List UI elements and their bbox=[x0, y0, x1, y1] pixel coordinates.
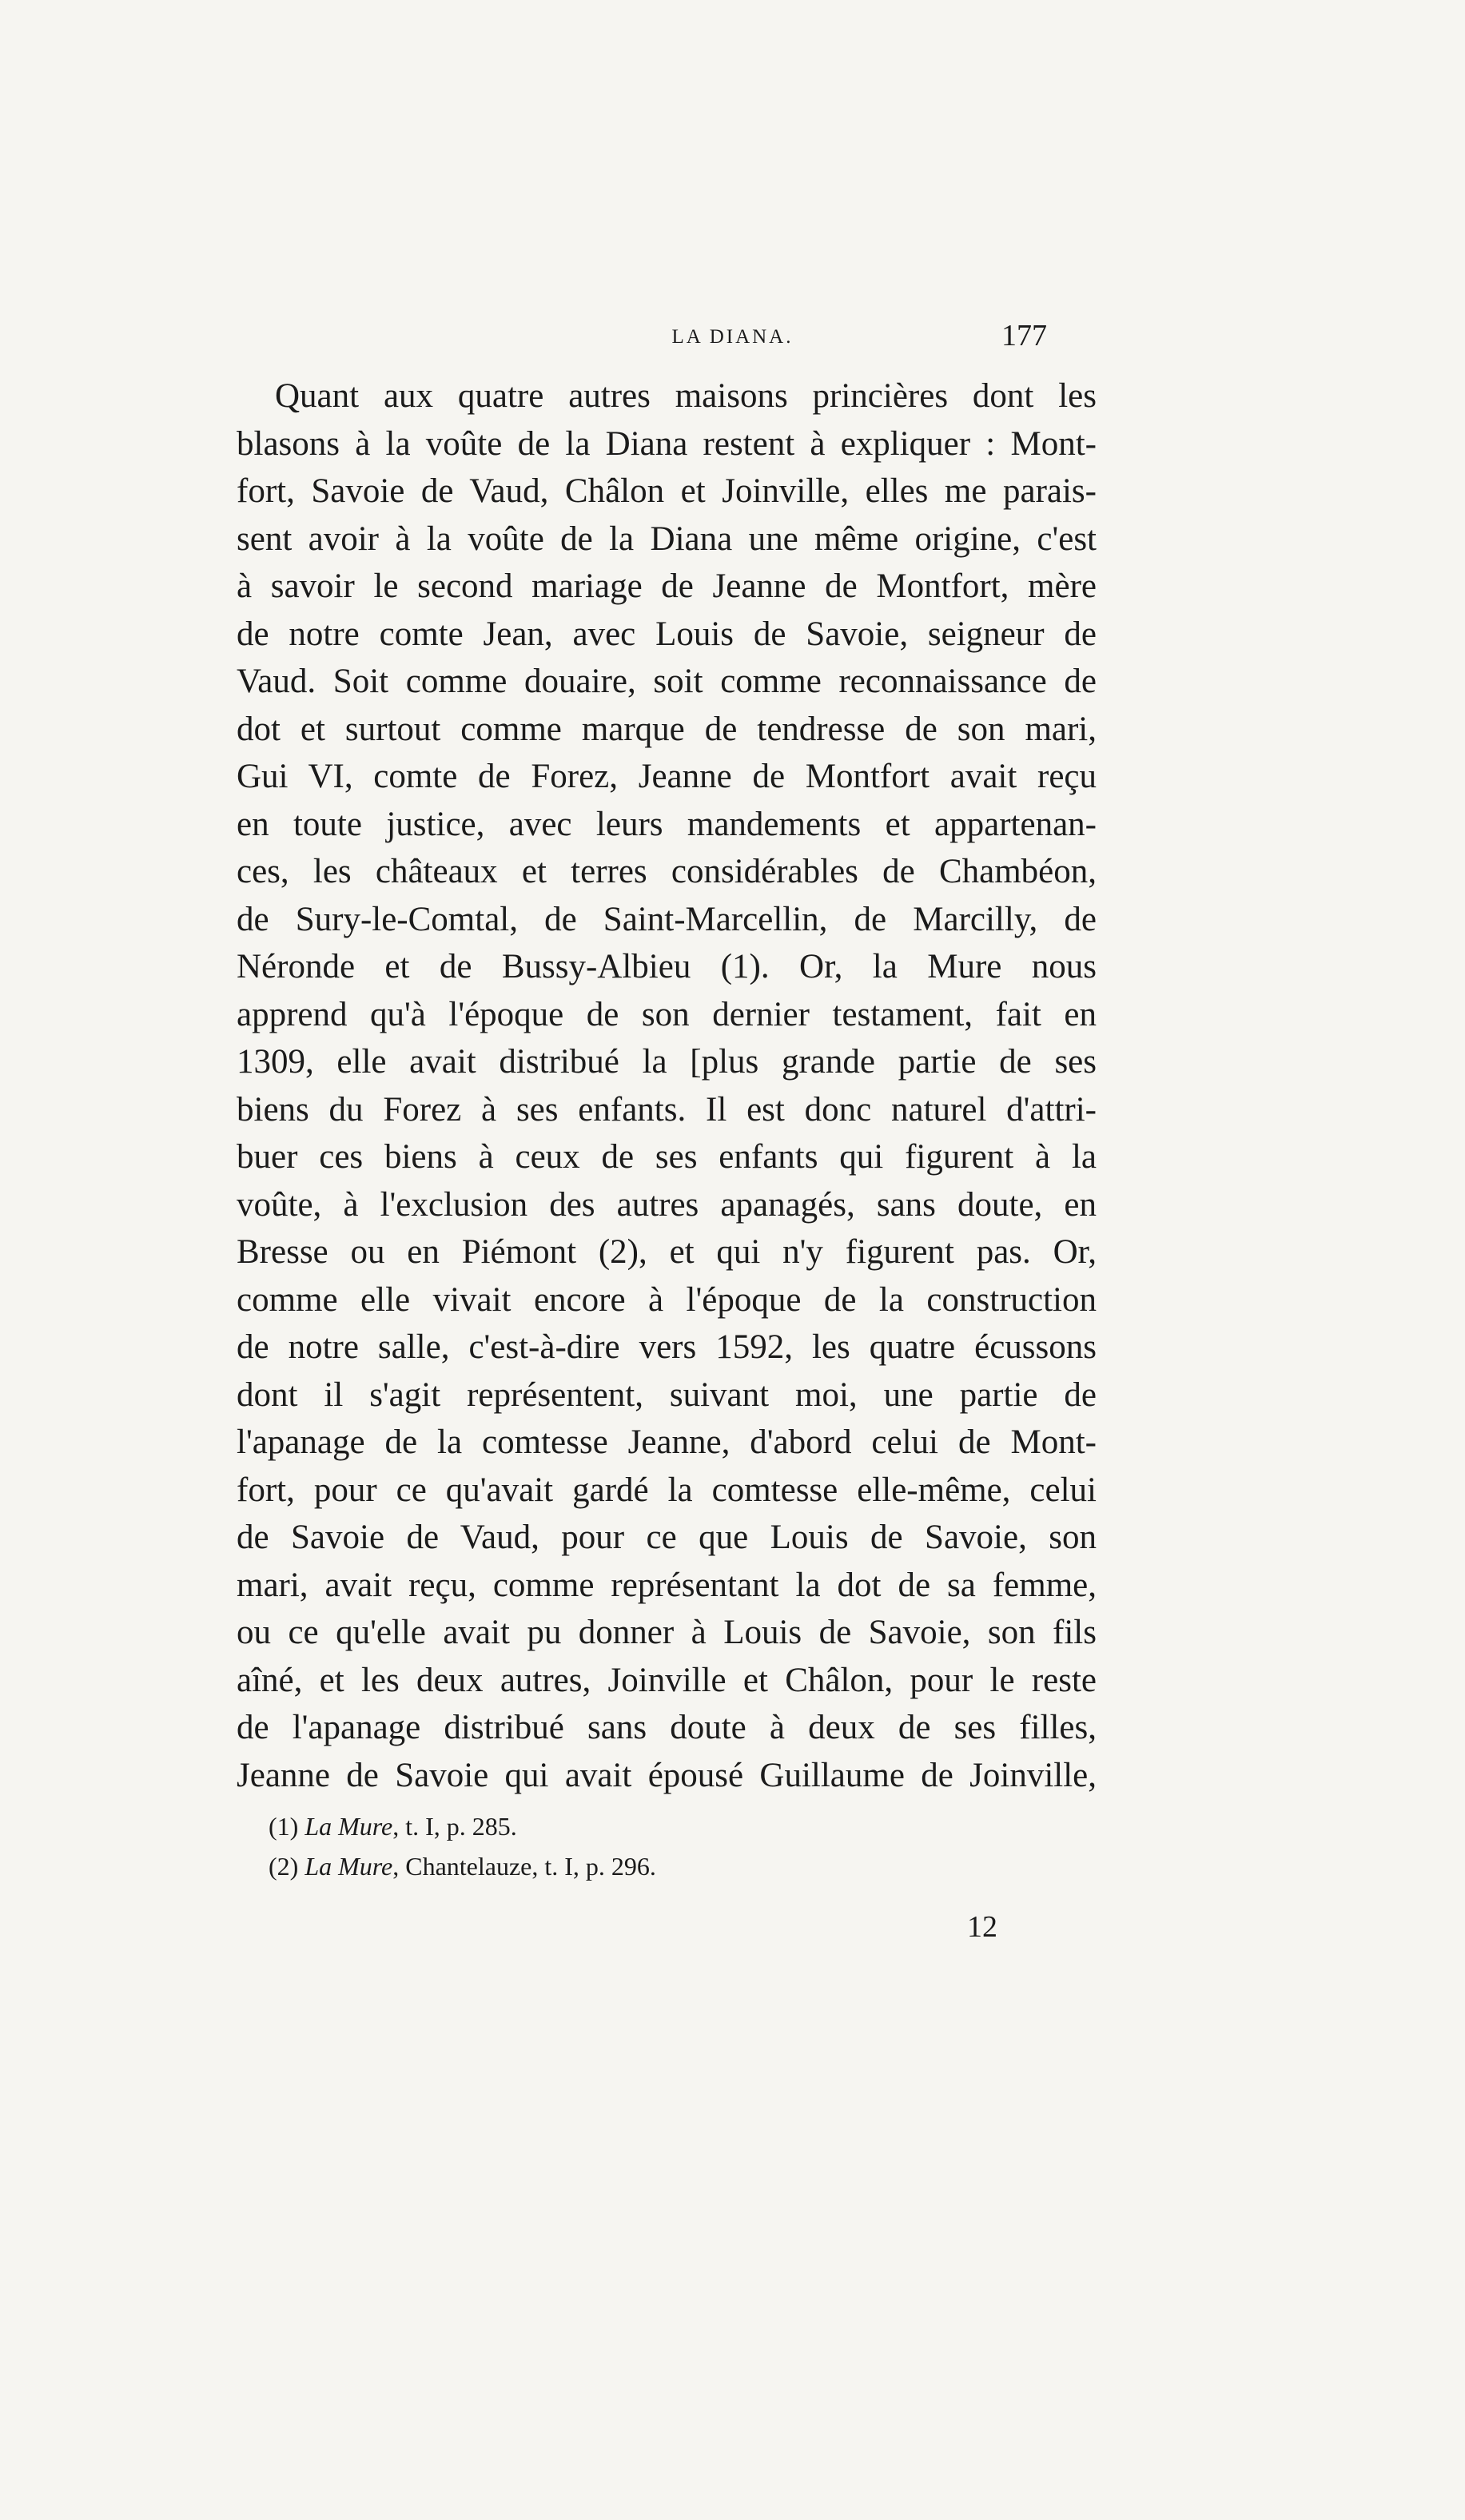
text-line: Gui VI, comte de Forez, Jeanne de Montfort avait reçu bbox=[237, 758, 1097, 795]
text-line: de Savoie de Vaud, pour ce que Louis de Savoie, son bbox=[237, 1519, 1097, 1556]
body-text bbox=[237, 372, 1097, 1799]
text-line: de Sury-le-Comtal, de Saint-Marcellin, de Marcilly, de bbox=[237, 900, 1097, 938]
text-line: l'apanage de la comtesse Jeanne, d'abord celui de Mont- bbox=[237, 1423, 1097, 1461]
text-line: Jeanne de Savoie qui avait épousé Guillaume de Joinville, bbox=[237, 1756, 1097, 1794]
text-line: fort, pour ce qu'avait gardé la comtesse elle-même, celui bbox=[237, 1471, 1097, 1509]
page-number: 177 bbox=[1001, 319, 1047, 352]
text-line: à savoir le second mariage de Jeanne de Montfort, mère bbox=[237, 567, 1097, 605]
text-line: sent avoir à la voûte de la Diana une même origine, c'est bbox=[237, 520, 1097, 558]
text-line: blasons à la voûte de la Diana restent à expliquer : Mont- bbox=[237, 424, 1097, 463]
footnote-source: La Mure bbox=[305, 1852, 393, 1881]
footnote-mark: (1) bbox=[269, 1812, 299, 1841]
footnote bbox=[269, 1846, 1068, 1886]
text-line: buer ces biens à ceux de ses enfants qui figurent à la bbox=[237, 1138, 1097, 1176]
footnote bbox=[269, 1806, 1068, 1846]
text-line: mari, avait reçu, comme représentant la dot de sa femme, bbox=[237, 1566, 1097, 1604]
running-title: LA DIANA. bbox=[671, 326, 794, 348]
text-line: biens du Forez à ses enfants. Il est donc naturel d'attri- bbox=[237, 1090, 1097, 1129]
text-line: Vaud. Soit comme douaire, soit comme reconnaissance de bbox=[237, 663, 1097, 700]
text-line: de notre comte Jean, avec Louis de Savoie, seigneur de bbox=[237, 615, 1097, 653]
text-line: en toute justice, avec leurs mandements et appartenan- bbox=[237, 805, 1097, 843]
signature-mark: 12 bbox=[967, 1910, 997, 1944]
footnote-source: La Mure bbox=[305, 1812, 393, 1841]
text-line: Néronde et de Bussy-Albieu (1). Or, la Mure nous bbox=[237, 948, 1097, 985]
text-line: Bresse ou en Piémont (2), et qui n'y figurent pas. Or, bbox=[237, 1233, 1097, 1271]
text-line: ces, les châteaux et terres considérables de Chambéon, bbox=[237, 853, 1097, 890]
text-line: dont il s'agit représentent, suivant moi, une partie de bbox=[237, 1375, 1097, 1414]
footnote-mark: (2) bbox=[269, 1852, 299, 1881]
text-line: comme elle vivait encore à l'époque de la construction bbox=[237, 1280, 1097, 1319]
text-line: de l'apanage distribué sans doute à deux de ses filles, bbox=[237, 1709, 1097, 1746]
text-line: ou ce qu'elle avait pu donner à Louis de Savoie, son fils bbox=[237, 1614, 1097, 1651]
text-line: voûte, à l'exclusion des autres apanagés, sans doute, en bbox=[237, 1185, 1097, 1224]
footnotes bbox=[269, 1806, 1068, 1886]
text-line: apprend qu'à l'époque de son dernier testament, fait en bbox=[237, 995, 1097, 1033]
text-line: Quant aux quatre autres maisons princières dont les bbox=[275, 377, 1097, 415]
footnote-ref: , t. I, p. 285. bbox=[392, 1812, 517, 1841]
text-line: 1309, elle avait distribué la [plus grande partie de ses bbox=[237, 1043, 1097, 1081]
text-line: dot et surtout comme marque de tendresse de son mari, bbox=[237, 710, 1097, 748]
text-line: de notre salle, c'est-à-dire vers 1592, les quatre écussons bbox=[237, 1328, 1097, 1366]
text-line: aîné, et les deux autres, Joinville et Châlon, pour le reste bbox=[237, 1661, 1097, 1699]
footnote-ref: , Chantelauze, t. I, p. 296. bbox=[392, 1852, 656, 1881]
text-line: fort, Savoie de Vaud, Châlon et Joinville, elles me parais- bbox=[237, 472, 1097, 510]
